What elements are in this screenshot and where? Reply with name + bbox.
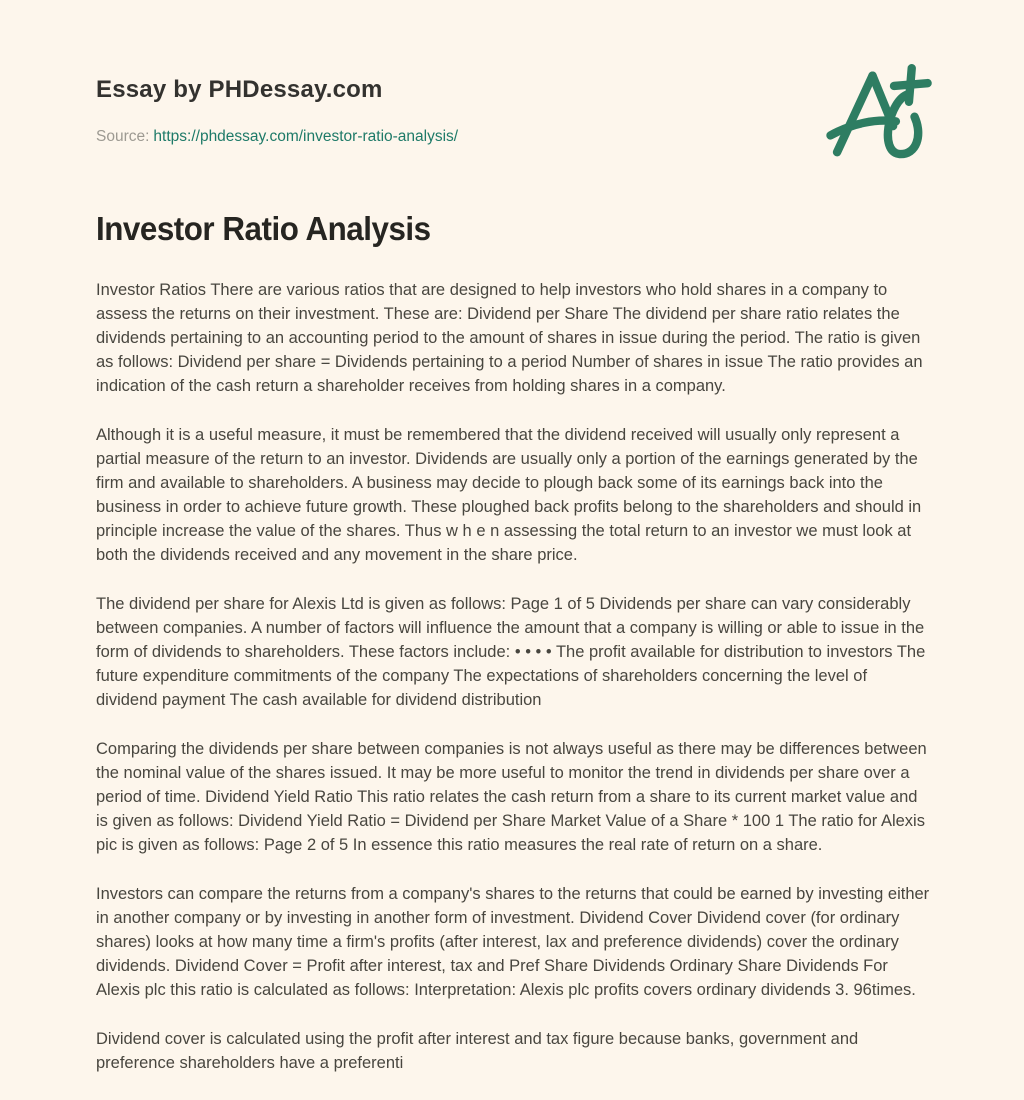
- essay-paragraph: Investor Ratios There are various ratios that are designed to help investors who hold shares in a company to assess the returns on their investment. These are: Dividend per Share The dividend per share ratio relates the dividends pertaining to an accounting period to the amount of shares in issue during the period. The ratio is given as follows: Dividend per share = Dividends pertaining to a period Number of shares in issue The ratio provides an indication of the cash return a shareholder receives from holding shares in a company.: [96, 281, 923, 395]
- essay-title: Investor Ratio Analysis: [96, 210, 431, 247]
- essay-body: [96, 278, 928, 1075]
- essay-paragraph: Investors can compare the returns from a company's shares to the returns that could be earned by investing either in another company or by investing in another form of investment. Dividend Cover Dividend cover (for ordinary shares) looks at how many time a firm's profits (after interest, lax and preference dividends) cover the ordinary dividends. Dividend Cover = Profit after interest, tax and Pref Share Dividends Ordinary Share Dividends For Alexis plc this ratio is calculated as follows: Interpretation: Alexis plc profits covers ordinary dividends 3. 96times.: [96, 885, 930, 999]
- logo-a-left-stroke: [837, 76, 872, 153]
- logo-swoosh: [888, 94, 918, 154]
- logo-plus-horizontal: [894, 83, 928, 86]
- essay-paragraph: Comparing the dividends per share between companies is not always useful as there may be differences between the nominal value of the shares issued. It may be more useful to monitor the trend in dividends per share over a period of time. Dividend Yield Ratio This ratio relates the cash return from a share to its current market value and is given as follows: Dividend Yield Ratio = Dividend per Share Market Value of a Share * 100 1 The ratio for Alexis pic is given as follows: Page 2 of 5 In essence this ratio measures the real rate of return on a share.: [96, 740, 927, 854]
- phdessay-a-plus-logo-icon: [824, 60, 936, 166]
- source-row: [96, 128, 928, 146]
- page-title: Essay by PHDessay.com: [96, 76, 383, 103]
- source-label: Source:: [96, 128, 150, 145]
- source-link[interactable]: https://phdessay.com/investor-ratio-analysis/: [153, 128, 459, 145]
- essay-paragraph: Although it is a useful measure, it must be remembered that the dividend received will usually only represent a partial measure of the return to an investor. Dividends are usually only a portion of the earnings generated by the firm and available to shareholders. A business may decide to plough back some of its earnings back into the business in order to achieve future growth. These ploughed back profits belong to the shareholders and should in principle increase the value of the shares. Thus w h e n assessing the total return to an investor we must look at both the dividends received and any movement in the share price.: [96, 426, 922, 564]
- essay-paragraph: Dividend cover is calculated using the profit after interest and tax figure because banks, government and preference shareholders have a preferenti: [96, 1030, 859, 1072]
- essay-paragraph: The dividend per share for Alexis Ltd is given as follows: Page 1 of 5 Dividends per share can vary considerably between companies. A number of factors will influence the amount that a company is willing or able to issue in the form of dividends to shareholders. These factors include: • • • • The profit available for distribution to investors The future expenditure commitments of the company The expectations of shareholders concerning the level of dividend payment The cash available for dividend distribution: [96, 595, 926, 709]
